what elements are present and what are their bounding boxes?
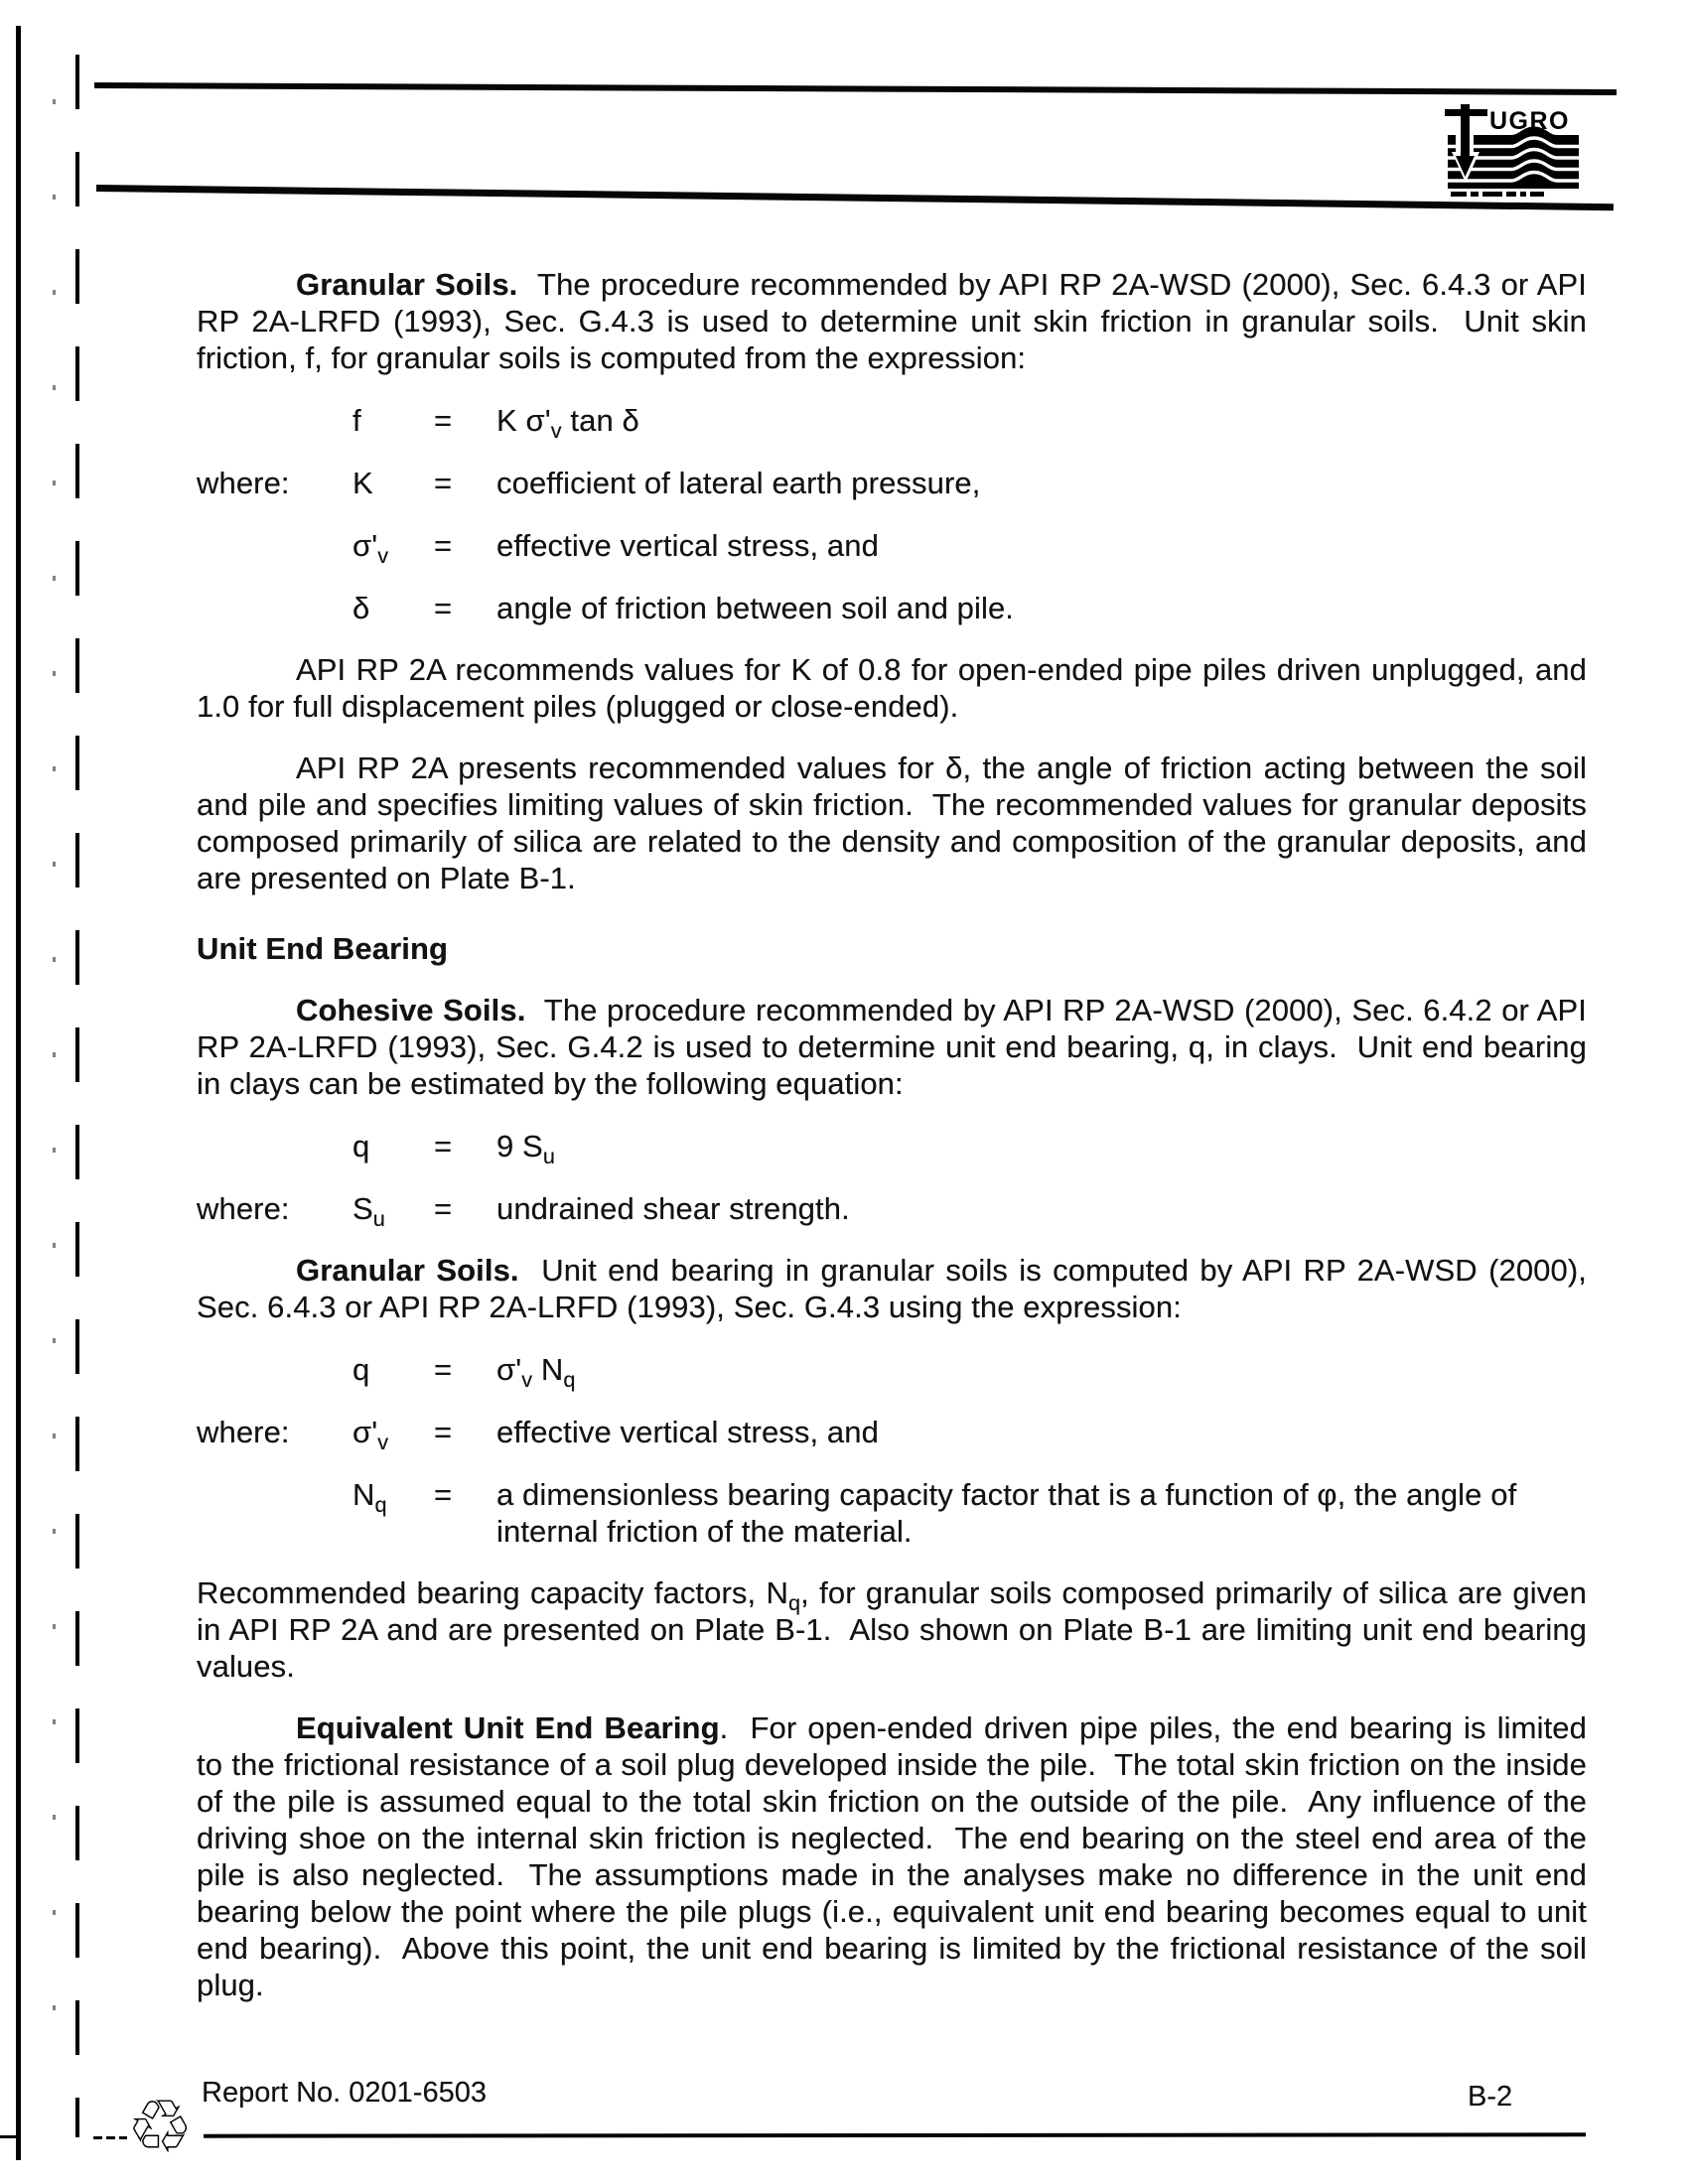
equation-spacer [197, 527, 352, 564]
where-label: where: [197, 1415, 290, 1449]
section-heading-unit-end-bearing: Unit End Bearing [197, 931, 449, 966]
equals-sign: = [434, 466, 453, 500]
paragraph-granular-soils-skin-friction: Granular Soils. The procedure recommended by API RP 2A-WSD (2000), Sec. 6.4.3 or API RP 2A-LRFD (1993), Sec. G.4.3 is used to determine unit skin friction in granular soils. Unit skin friction, f, for granular soils is computed from the expression: [197, 267, 1588, 375]
definition-text: effective vertical stress, and [496, 1415, 879, 1449]
definition-row-sigma-v-2 [197, 1414, 1587, 1455]
equation-spacer [197, 590, 352, 626]
symbol-sigma-v: $\sigma'_v$ [352, 528, 389, 569]
paragraph-bearing-capacity-factors: Recommended bearing capacity factors, $N_q$, for granular soils composed primarily of silica are given in API RP 2A and are presented on Plate B-1. Also shown on Plate B-1 are limiting unit end bearing values. [197, 1575, 1587, 1684]
equals-sign: = [434, 1477, 453, 1512]
recycled-paper-icon: ♲ [127, 2085, 194, 2170]
report-number: Report No. 0201-6503 [202, 2077, 487, 2109]
left-margin-dash-marks [75, 55, 79, 2137]
equation-end-bearing-sand [197, 1351, 1587, 1393]
equation-spacer [197, 1351, 352, 1388]
equals-sign: = [434, 1415, 453, 1449]
left-edge-scan-line [16, 26, 21, 2160]
definition-row-nq [197, 1476, 1587, 1550]
definition-row-su [197, 1190, 1587, 1232]
header-rule-top [94, 82, 1617, 95]
footer-rule [204, 2132, 1586, 2137]
equation-lhs: q [352, 1352, 370, 1387]
definition-text: coefficient of lateral earth pressure, [496, 466, 981, 500]
equals-sign: = [434, 1352, 453, 1387]
paragraph-granular-soils-end-bearing: Granular Soils. Unit end bearing in granular soils is computed by API RP 2A-WSD (2000), Sec. 6.4.3 or API RP 2A-LRFD (1993), Sec. G.4.3 using the expression: [197, 1253, 1587, 1324]
equals-sign: = [434, 1191, 453, 1226]
equation-rhs: K $\sigma'_v$ tan δ [496, 403, 639, 444]
fugro-logo [1442, 98, 1581, 202]
definition-row-delta [197, 590, 1587, 626]
equation-skin-friction [197, 402, 1587, 444]
equation-rhs: $\sigma'_v$ $N_q$ [496, 1352, 576, 1393]
equation-spacer [197, 1476, 352, 1550]
paragraph-delta-values: API RP 2A presents recommended values for δ, the angle of friction acting between the soil and pile and specifies limiting values of skin friction. The recommended values for granular deposits composed primarily of silica are related to the density and composition of the granular deposits, and are presented on Plate B-1. [197, 751, 1587, 895]
paragraph-cohesive-soils-end-bearing: Cohesive Soils. The procedure recommended by API RP 2A-WSD (2000), Sec. 6.4.2 or API RP 2A-LRFD (1993), Sec. G.4.2 is used to determine unit end bearing, q, in clays. Unit end bearing in clays can be estimated by the following equation: [197, 993, 1587, 1101]
page-number: B-2 [1468, 2081, 1513, 2113]
symbol-delta: δ [352, 591, 370, 625]
equation-rhs: 9 $S_u$ [496, 1129, 556, 1169]
symbol-sigma-v: $\sigma'_v$ [352, 1415, 389, 1455]
equals-sign: = [434, 528, 453, 563]
definition-row-K [197, 465, 1587, 501]
where-label: where: [197, 466, 290, 500]
footer-left-dashes [93, 2136, 127, 2139]
header-rule-bottom [96, 185, 1614, 210]
left-margin-dot-marks [53, 99, 56, 2080]
symbol-nq: $N_q$ [352, 1477, 387, 1518]
definition-text: a dimensionless bearing capacity factor that is a function of φ, the angle of internal friction of the material. [496, 1477, 1517, 1549]
paragraph-k-values: API RP 2A recommends values for K of 0.8 for open-ended pipe piles driven unplugged, and 1.0 for full displacement piles (plugged or close-ended). [197, 652, 1587, 724]
symbol-su: $S_u$ [352, 1191, 385, 1232]
equation-end-bearing-clay [197, 1128, 1587, 1169]
equation-lhs: q [352, 1129, 370, 1163]
equation-lhs: f [352, 403, 361, 438]
equation-spacer [197, 402, 352, 439]
symbol-K: K [352, 466, 373, 500]
definition-text: undrained shear strength. [496, 1191, 850, 1226]
definition-text: effective vertical stress, and [496, 528, 879, 563]
fugro-logo-graphic [1442, 98, 1581, 202]
logo-wordmark-text: UGRO [1489, 107, 1570, 135]
footer-left-dash [0, 2135, 16, 2138]
definition-text: angle of friction between soil and pile. [496, 591, 1014, 625]
definition-row-sigma-v [197, 527, 1587, 569]
equals-sign: = [434, 1129, 453, 1163]
equals-sign: = [434, 403, 453, 438]
equation-spacer [197, 1128, 352, 1164]
report-body [197, 266, 1587, 2003]
where-label: where: [197, 1191, 290, 1226]
equals-sign: = [434, 591, 453, 625]
paragraph-equivalent-unit-end-bearing: Equivalent Unit End Bearing. For open-ended driven pipe piles, the end bearing is limited to the frictional resistance of a soil plug developed inside the pile. The total skin friction on the inside of the pile is assumed equal to the total skin friction on the outside of the pile. Any influence of the driving shoe on the internal skin friction is neglected. The end bearing on the steel end area of the pile is also neglected. The assumptions made in the analyses make no difference in the unit end bearing below the point where the pile plugs (i.e., equivalent unit end bearing becomes equal to unit end bearing). Above this point, the unit end bearing is limited by the frictional resistance of the soil plug. [197, 1710, 1587, 2002]
